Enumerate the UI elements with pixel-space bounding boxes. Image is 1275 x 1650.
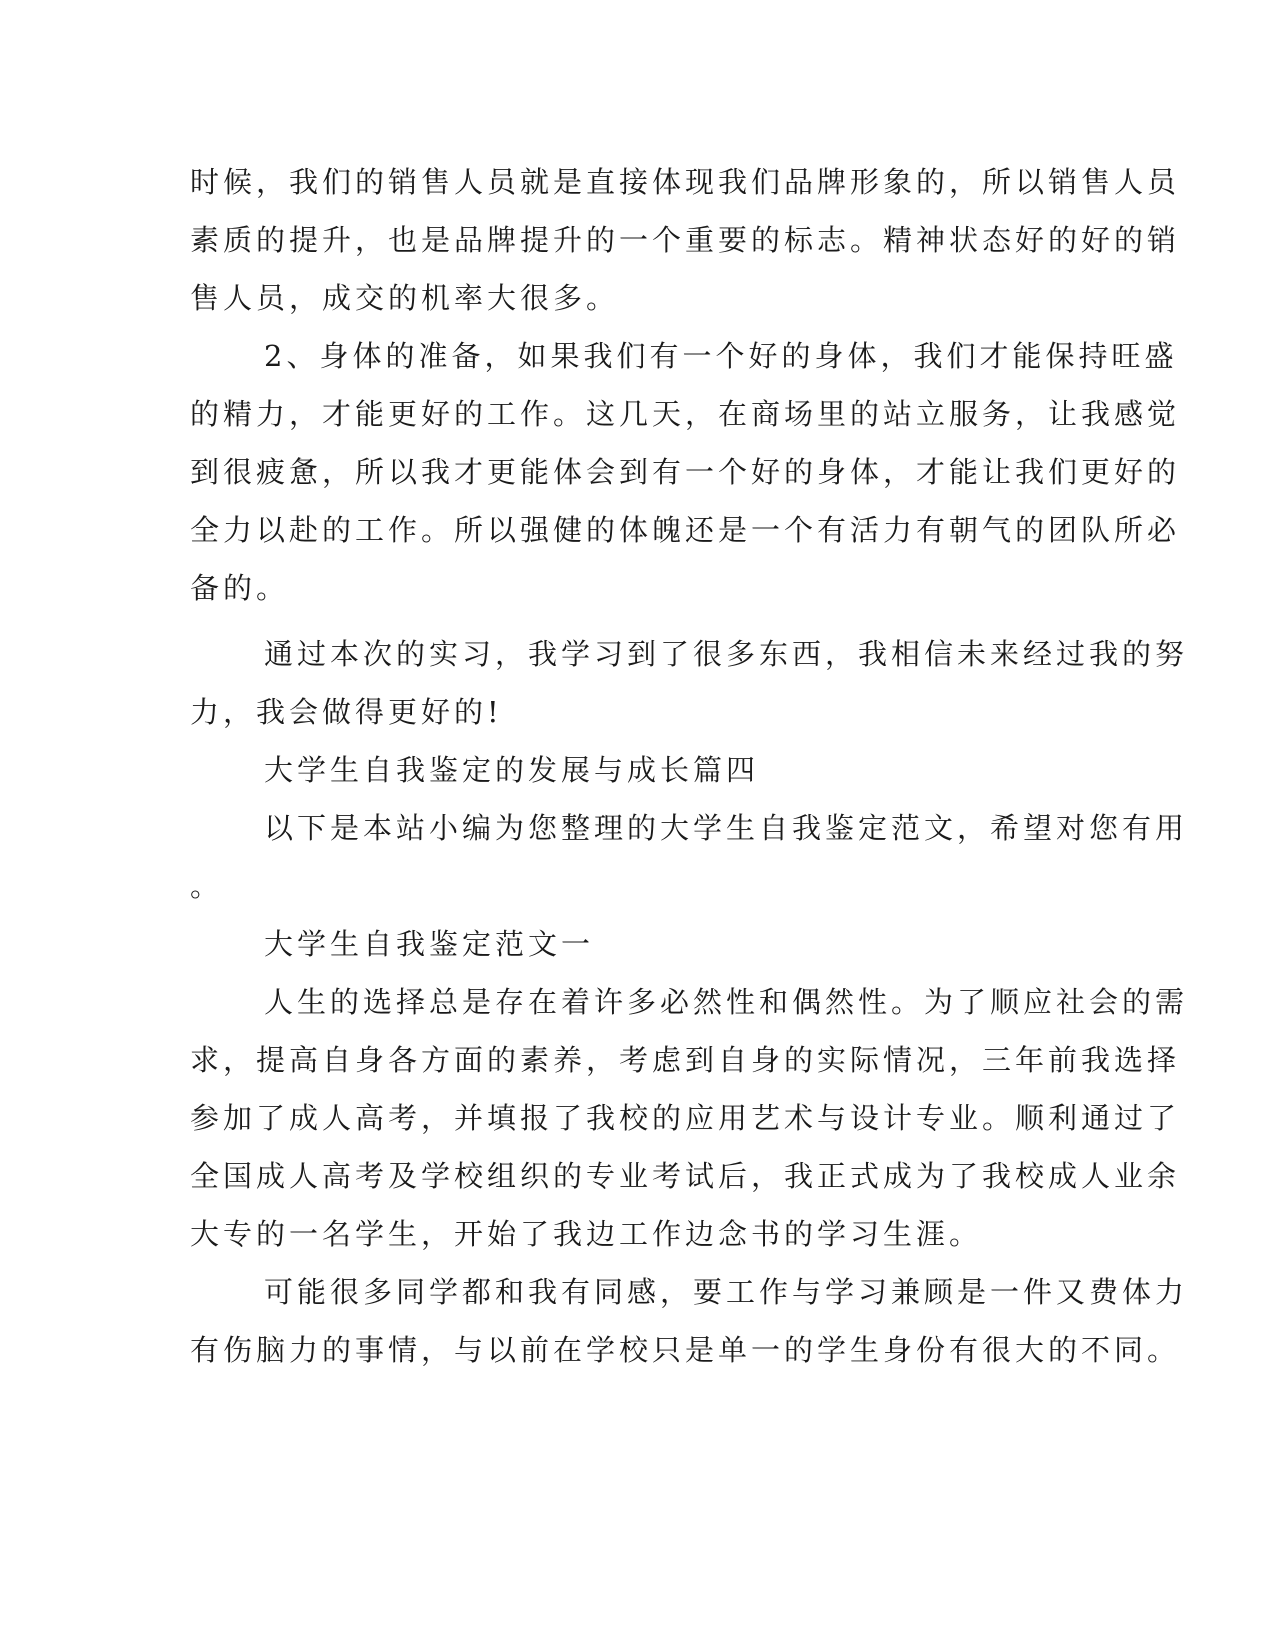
text-line: 素质的提升，也是品牌提升的一个重要的标志。精神状态好的好的销 bbox=[190, 223, 1181, 257]
text-line: 参加了成人高考，并填报了我校的应用艺术与设计专业。顺利通过了 bbox=[190, 1101, 1181, 1135]
text-line: 求，提高自身各方面的素养，考虑到自身的实际情况，三年前我选择 bbox=[190, 1043, 1181, 1077]
text-line: 时候，我们的销售人员就是直接体现我们品牌形象的，所以销售人员 bbox=[190, 165, 1181, 199]
text-line: 的精力，才能更好的工作。这几天，在商场里的站立服务，让我感觉 bbox=[190, 397, 1181, 431]
text-line: 全国成人高考及学校组织的专业考试后，我正式成为了我校成人业余 bbox=[190, 1159, 1181, 1193]
text-line: 。 bbox=[190, 869, 224, 903]
section-heading: 大学生自我鉴定的发展与成长篇四 bbox=[264, 753, 760, 787]
text-line: 全力以赴的工作。所以强健的体魄还是一个有活力有朝气的团队所必 bbox=[190, 513, 1181, 547]
text-line: 以下是本站小编为您整理的大学生自我鉴定范文，希望对您有用 bbox=[264, 811, 1189, 845]
text-line: 售人员，成交的机率大很多。 bbox=[190, 281, 620, 315]
text-line: 有伤脑力的事情，与以前在学校只是单一的学生身份有很大的不同。 bbox=[190, 1333, 1181, 1367]
text-line: 人生的选择总是存在着许多必然性和偶然性。为了顺应社会的需 bbox=[264, 985, 1189, 1019]
text-line: 到很疲惫，所以我才更能体会到有一个好的身体，才能让我们更好的 bbox=[190, 455, 1181, 489]
text-line: 力，我会做得更好的! bbox=[190, 695, 503, 729]
text-line: 大专的一名学生，开始了我边工作边念书的学习生涯。 bbox=[190, 1217, 983, 1251]
subsection-heading: 大学生自我鉴定范文一 bbox=[264, 927, 595, 961]
text-line: 2、身体的准备，如果我们有一个好的身体，我们才能保持旺盛 bbox=[264, 339, 1178, 373]
text-line: 可能很多同学都和我有同感，要工作与学习兼顾是一件又费体力 bbox=[264, 1275, 1189, 1309]
text-line: 备的。 bbox=[190, 571, 290, 605]
text-line: 通过本次的实习，我学习到了很多东西，我相信未来经过我的努 bbox=[264, 637, 1189, 671]
